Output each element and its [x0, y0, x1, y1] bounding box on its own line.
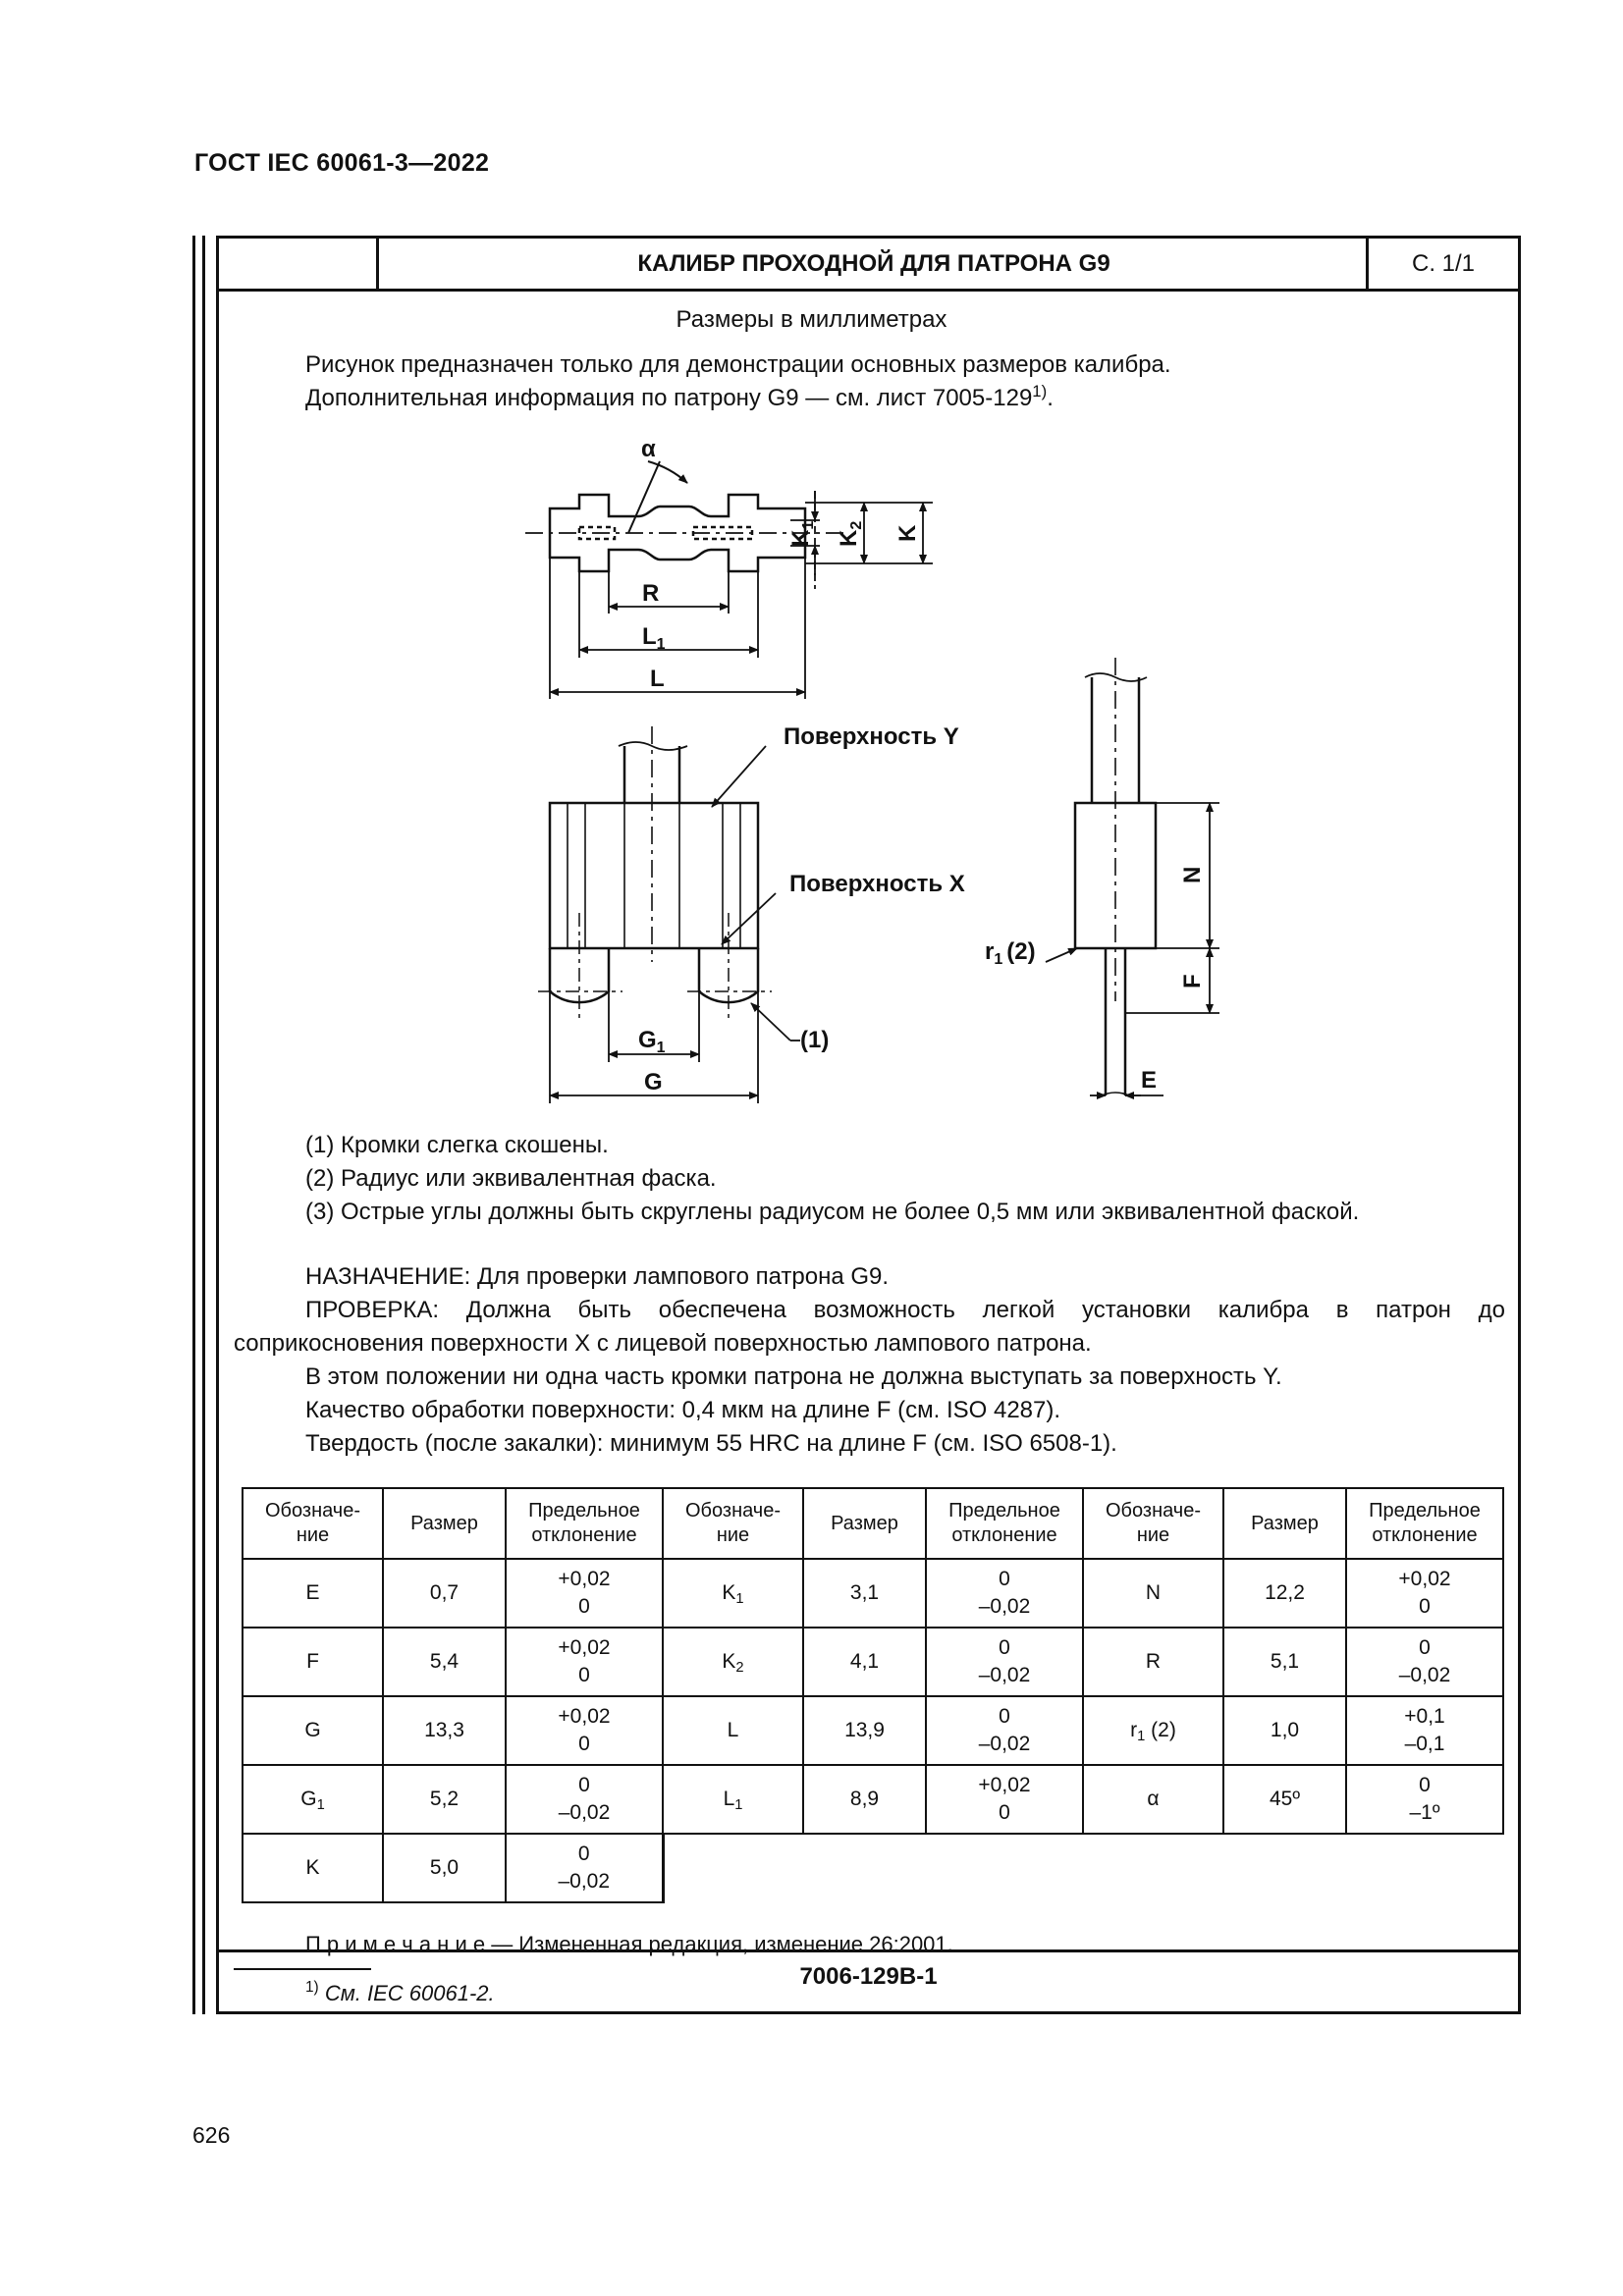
cell-tolerance: 0 –0,02	[926, 1559, 1083, 1628]
label-f: F	[1179, 974, 1206, 988]
header-size: Размер	[383, 1488, 506, 1559]
note-2: (2) Радиус или эквивалентная фаска.	[305, 1165, 717, 1192]
cell-designation: F	[243, 1628, 383, 1696]
label-g1: $G_1$	[638, 1027, 666, 1056]
units-note: Размеры в миллиметрах	[676, 306, 947, 333]
intro-line-2-text: Дополнительная информация по патрону G9 — см. лист 7005-129	[305, 385, 1033, 411]
cell-designation: E	[243, 1559, 383, 1628]
cell-designation: K	[243, 1834, 383, 1902]
label-g: G	[644, 1069, 663, 1095]
amendment-note: П р и м е ч а н и е — Измененная редакция, изменение 26:2001.	[305, 1932, 953, 1956]
position-text: В этом положении ни одна часть кромки патрона не должна выступать за поверхность Y.	[305, 1363, 1282, 1390]
footnote-mark: 1)	[305, 1979, 319, 1996]
hardness-text: Твердость (после закалки): минимум 55 HRC на длине F (см. ISO 6508-1).	[305, 1430, 1117, 1457]
header-tolerance: Предельное отклонение	[1346, 1488, 1503, 1559]
intro-line-1: Рисунок предназначен только для демонстрации основных размеров калибра.	[305, 351, 1171, 378]
note-3: (3) Острые углы должны быть скруглены радиусом не более 0,5 мм или эквивалентной фаской.	[305, 1199, 1360, 1225]
empty-cell-area	[663, 1834, 1503, 1902]
cell-size: 0,7	[383, 1559, 506, 1628]
cell-tolerance: 0 –0,02	[506, 1834, 663, 1902]
table-row	[243, 1696, 1503, 1765]
cell-size: 5,1	[1223, 1628, 1346, 1696]
cell-designation: $r_1$ (2)	[1083, 1696, 1223, 1765]
cell-tolerance: +0,1 –0,1	[1346, 1696, 1503, 1765]
cell-size: 1,0	[1223, 1696, 1346, 1765]
cell-designation: α	[1083, 1765, 1223, 1834]
sheet-title: КАЛИБР ПРОХОДНОЙ ДЛЯ ПАТРОНА G9	[637, 250, 1110, 277]
cell-tolerance: +0,02 0	[926, 1765, 1083, 1834]
table-header-row	[243, 1488, 1503, 1559]
cell-designation: $K_1$	[663, 1559, 803, 1628]
cell-designation: N	[1083, 1559, 1223, 1628]
cell-designation: L	[663, 1696, 803, 1765]
cell-tolerance: +0,02 0	[506, 1559, 663, 1628]
note-1: (1) Кромки слегка скошены.	[305, 1132, 609, 1158]
cell-tolerance: +0,02 0	[506, 1696, 663, 1765]
cell-tolerance: 0 –1º	[1346, 1765, 1503, 1834]
cell-designation: $L_1$	[663, 1765, 803, 1834]
header-size: Размер	[1223, 1488, 1346, 1559]
cell-size: 5,0	[383, 1834, 506, 1902]
label-r: R	[642, 580, 660, 607]
table-row	[243, 1834, 1503, 1902]
cell-size: 13,9	[803, 1696, 926, 1765]
cell-tolerance: 0 –0,02	[506, 1765, 663, 1834]
footnote-rule	[234, 1968, 371, 1970]
label-note-1: (1)	[800, 1027, 830, 1053]
table-row	[243, 1628, 1503, 1696]
label-e: E	[1141, 1067, 1158, 1094]
sheet-number: С. 1/1	[1411, 250, 1476, 277]
front-view	[538, 726, 800, 1103]
cell-tolerance: +0,02 0	[506, 1628, 663, 1696]
label-n: N	[1179, 866, 1206, 883]
cell-tolerance: 0 –0,02	[1346, 1628, 1503, 1696]
cell-tolerance: +0,02 0	[1346, 1559, 1503, 1628]
header-designation: Обозначе- ние	[663, 1488, 803, 1559]
label-alpha: α	[641, 436, 656, 462]
cell-size: 13,3	[383, 1696, 506, 1765]
cell-designation: G	[243, 1696, 383, 1765]
cell-designation: R	[1083, 1628, 1223, 1696]
dimensions-table	[242, 1487, 1504, 1903]
cell-size: 5,4	[383, 1628, 506, 1696]
label-r1: $r_1$ (2)	[985, 938, 1036, 968]
cell-designation: $G_1$	[243, 1765, 383, 1834]
header-designation: Обозначе- ние	[243, 1488, 383, 1559]
document-standard: ГОСТ IEC 60061-3—2022	[194, 149, 490, 177]
side-view	[525, 461, 933, 699]
cell-size: 4,1	[803, 1628, 926, 1696]
cell-size: 3,1	[803, 1559, 926, 1628]
cell-size: 12,2	[1223, 1559, 1346, 1628]
footnote-text: См. IEC 60061-2.	[324, 1981, 495, 2005]
header-tolerance: Предельное отклонение	[506, 1488, 663, 1559]
label-k: K	[894, 524, 921, 542]
cell-designation: $K_2$	[663, 1628, 803, 1696]
purpose-text: НАЗНАЧЕНИЕ: Для проверки лампового патрона G9.	[305, 1263, 890, 1290]
label-k1: $K_1$	[787, 520, 817, 547]
cell-size: 8,9	[803, 1765, 926, 1834]
intro-line-2-end: .	[1047, 385, 1054, 411]
footnote	[305, 1977, 495, 2010]
surface-quality-text: Качество обработки поверхности: 0,4 мкм на длине F (см. ISO 4287).	[305, 1397, 1061, 1423]
table-row	[243, 1765, 1503, 1834]
label-k2: $K_2$	[836, 520, 865, 547]
page-number: 626	[192, 2122, 231, 2148]
cell-tolerance: 0 –0,02	[926, 1696, 1083, 1765]
cell-size: 45º	[1223, 1765, 1346, 1834]
cell-size: 5,2	[383, 1765, 506, 1834]
label-surface-x: Поверхность X	[789, 871, 965, 897]
footnote-ref: 1)	[1032, 382, 1048, 400]
check-text-1: ПРОВЕРКА: Должна быть обеспечена возможность легкой установки калибра в патрон до	[305, 1297, 1505, 1323]
sheet-code: 7006-129B-1	[799, 1963, 938, 1990]
cell-tolerance: 0 –0,02	[926, 1628, 1083, 1696]
header-size: Размер	[803, 1488, 926, 1559]
header-tolerance: Предельное отклонение	[926, 1488, 1083, 1559]
header-designation: Обозначе- ние	[1083, 1488, 1223, 1559]
check-text-2: соприкосновения поверхности X с лицевой поверхностью лампового патрона.	[234, 1330, 1092, 1357]
label-l1: $L_1$	[642, 623, 666, 653]
label-surface-y: Поверхность Y	[784, 723, 959, 750]
label-l: L	[650, 666, 665, 692]
table-row	[243, 1559, 1503, 1628]
